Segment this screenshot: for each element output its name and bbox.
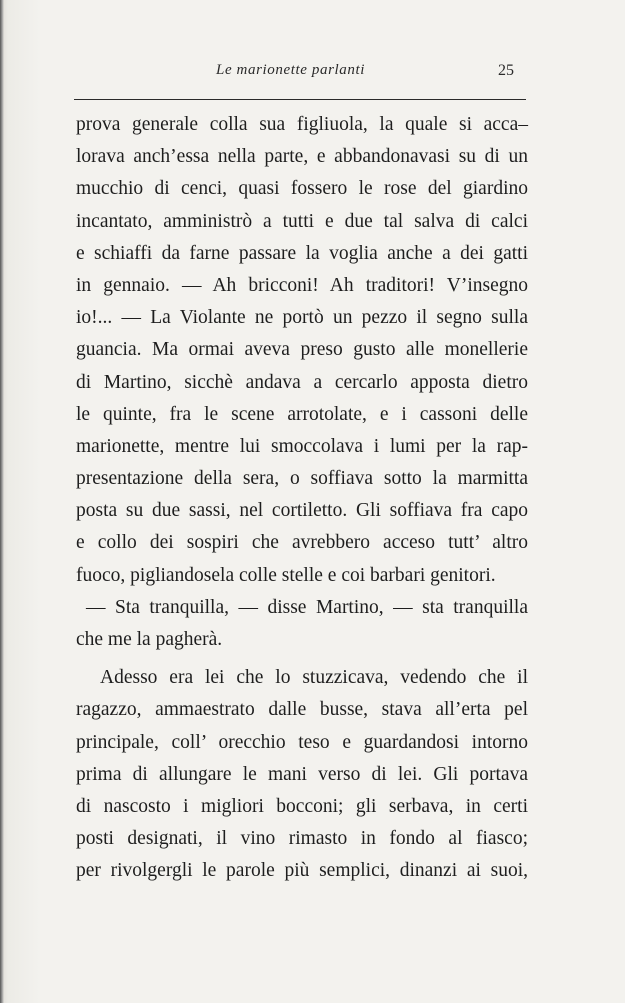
running-title: Le marionette parlanti: [216, 62, 366, 78]
text-line: e schiaffi da farne passare la voglia anche a dei gatti: [76, 242, 528, 264]
text-line: posti designati, il vino rimasto in fondo al fiasco;: [76, 828, 528, 850]
text-line: prima di allungare le mani verso di lei. Gli portava: [76, 763, 528, 785]
text-line: di Martino, sicchè andava a cercarlo apposta dietro: [76, 371, 528, 393]
text-line: Adesso era lei che lo stuzzicava, vedendo che il: [100, 667, 528, 689]
text-line: io!... — La Violante ne portò un pezzo il segno sulla: [76, 307, 528, 329]
page-number: 25: [498, 62, 514, 79]
page-spine-edge: [0, 0, 4, 1003]
text-line: ragazzo, ammaestrato dalle busse, stava all’erta pel: [76, 699, 528, 721]
text-line: che me la pagherà.: [76, 629, 223, 650]
text-line: in gennaio. — Ah bricconi! Ah traditori! V’insegno: [76, 274, 528, 296]
header-rule: [74, 99, 526, 100]
page-header: [76, 58, 516, 88]
text-line: guancia. Ma ormai aveva preso gusto alle monellerie: [76, 339, 528, 361]
text-line: marionette, mentre lui smoccolava i lumi per la rap-: [76, 435, 528, 457]
text-line: — Sta tranquilla, — disse Martino, — sta tranquilla: [86, 596, 528, 618]
text-line: e collo dei sospiri che avrebbero acceso tutt’ altro: [76, 532, 528, 554]
text-line: prova generale colla sua figliuola, la quale si acca–: [76, 114, 528, 135]
text-line: posta su due sassi, nel cortiletto. Gli soffiava fra capo: [76, 500, 528, 522]
text-line: lorava anch’essa nella parte, e abbandonavasi su di un: [76, 146, 528, 168]
text-line: per rivolgergli le parole più semplici, dinanzi ai suoi,: [76, 860, 528, 882]
body-text: [76, 109, 528, 888]
text-line: presentazione della sera, o soffiava sotto la marmitta: [76, 468, 528, 490]
text-line: incantato, amministrò a tutti e due tal salva di calci: [76, 210, 528, 232]
text-line: le quinte, fra le scene arrotolate, e i cassoni delle: [76, 403, 528, 425]
text-line: mucchio di cenci, quasi fossero le rose del giardino: [76, 178, 528, 200]
text-line: di nascosto i migliori bocconi; gli serbava, in certi: [76, 795, 528, 817]
text-line: principale, coll’ orecchio teso e guardandosi intorno: [76, 731, 528, 753]
text-line: fuoco, pigliandosela colle stelle e coi barbari genitori.: [76, 564, 496, 586]
